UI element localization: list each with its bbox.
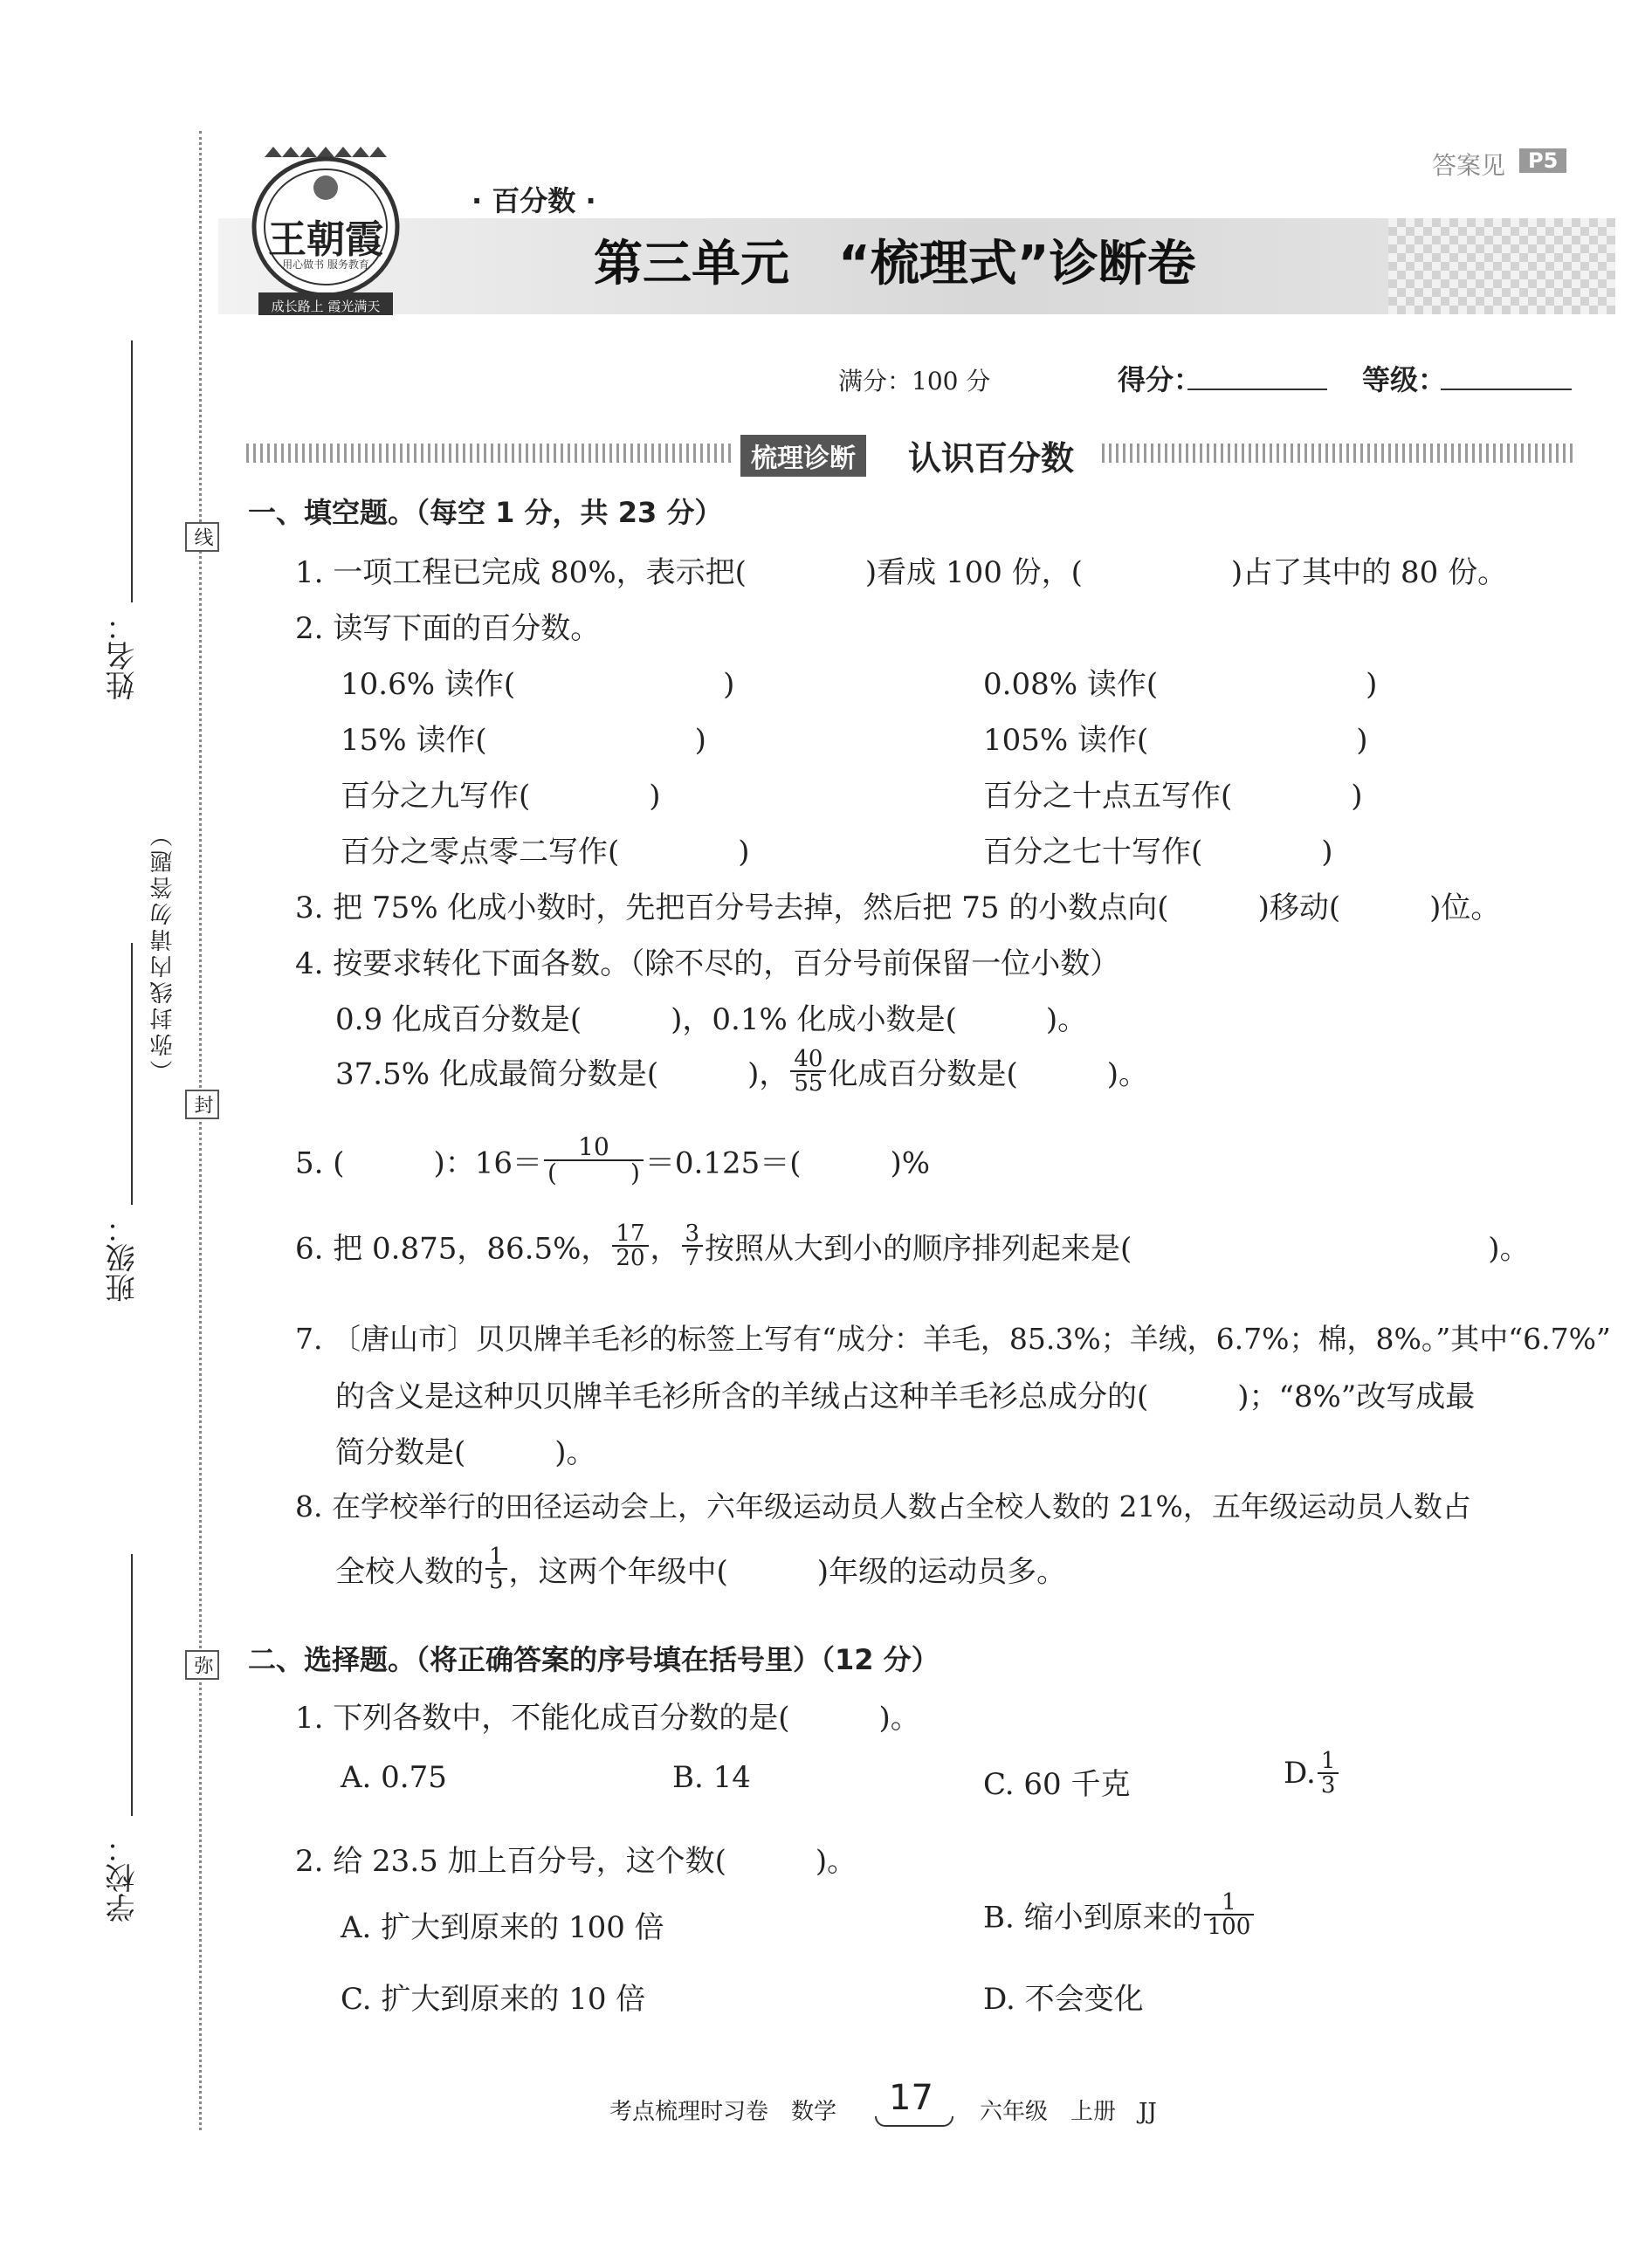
fraction-10-blank	[544, 1132, 644, 1187]
class-label: 班级：	[106, 1214, 141, 1303]
q7-line2: 的含义是这种贝贝牌羊毛衫所含的羊绒占这种羊毛衫总成分的( )；“8%”改写成最	[335, 1379, 1476, 1414]
fraction-numerator: 17	[612, 1222, 648, 1247]
fraction-1-100	[1204, 1891, 1255, 1938]
fraction-denominator: 7	[685, 1245, 700, 1271]
name-underline[interactable]	[131, 340, 133, 602]
part2-heading: 二、选择题。（将正确答案的序号填在括号里）（12 分）	[248, 1643, 940, 1676]
fraction-denominator: 55	[794, 1070, 823, 1097]
p2-q2-option-a[interactable]: A. 扩大到原来的 100 倍	[341, 1910, 664, 1945]
subject-tag: · 百分数 ·	[472, 184, 596, 217]
page-number-book-icon	[875, 2116, 953, 2127]
q4-b-part2: 化成百分数是( )。	[828, 1056, 1148, 1092]
banner-bar-right	[1102, 444, 1573, 463]
fraction-numerator: 40	[790, 1048, 826, 1072]
q1-text: 1. 一项工程已完成 80%，表示把( )看成 100 份，( )占了其中的 80 份。	[295, 555, 1508, 590]
fraction-denominator: 5	[489, 1568, 504, 1594]
q3-text: 3. 把 75% 化成小数时，先把百分号去掉，然后把 75 的小数点向( )移动( )位。	[295, 891, 1501, 925]
logo-sub2: 成长路上 霞光满天	[271, 299, 381, 314]
q2-item-f: 百分之十点五写作( )	[983, 779, 1363, 814]
binding-mark-seal: 封	[185, 1090, 219, 1119]
fraction-denominator: 3	[1320, 1772, 1336, 1799]
p2-q2-option-b[interactable]	[983, 1891, 1256, 1938]
q2-text: 2. 读写下面的百分数。	[295, 611, 601, 646]
q5-part2: ＝0.125＝( )%	[644, 1145, 931, 1181]
q7-line3: 简分数是( )。	[335, 1435, 596, 1470]
fraction-1-3	[1318, 1750, 1339, 1797]
q7-line1: 7. 〔唐山市〕贝贝牌羊毛衫的标签上写有“成分：羊毛，85.3%；羊绒，6.7%；棉，8%。”其中“6.7%”	[295, 1322, 1611, 1356]
grade-field[interactable]	[1441, 389, 1572, 390]
fraction-denominator: ( )	[547, 1159, 640, 1187]
p2-q1-option-c[interactable]: C. 60 千克	[983, 1767, 1131, 1802]
score-field[interactable]	[1187, 389, 1327, 390]
fraction-numerator: 1	[485, 1545, 507, 1570]
q2-item-e: 百分之九写作( )	[341, 779, 661, 814]
fraction-3-7	[682, 1222, 704, 1269]
fraction-denominator: 100	[1207, 1914, 1251, 1940]
q6-part2: 按照从大到小的顺序排列起来是( )。	[705, 1231, 1530, 1267]
fraction-1-5	[485, 1545, 507, 1592]
q6-comma: ，	[650, 1231, 680, 1267]
p2-q1-text: 1. 下列各数中，不能化成百分数的是( )。	[295, 1701, 920, 1736]
p2-q2-text: 2. 给 23.5 加上百分号，这个数( )。	[295, 1844, 857, 1879]
banner-bar-left	[246, 444, 735, 463]
page-title: 第三单元 “梳理式”诊断卷	[594, 236, 1196, 292]
fraction-numerator: 10	[544, 1135, 644, 1161]
answer-ref-label: 答案见	[1432, 151, 1506, 180]
q2-item-h: 百分之七十写作( )	[983, 835, 1333, 870]
q5-text	[295, 1132, 931, 1187]
p2-q1-option-a[interactable]: A. 0.75	[341, 1760, 447, 1795]
banner-title: 认识百分数	[908, 439, 1075, 478]
binding-dotted-line	[199, 131, 202, 2130]
logo-sub1: 用心做书 服务教育	[282, 258, 369, 271]
banner-tag: 梳理诊断	[740, 435, 866, 477]
logo-name: 王朝霞	[268, 217, 383, 262]
q8-line2	[335, 1545, 1066, 1592]
q2-item-c: 15% 读作( )	[341, 723, 706, 758]
fraction-numerator: 3	[682, 1222, 704, 1247]
q8-line1: 8. 在学校举行的田径运动会上，六年级运动员人数占全校人数的 21%，五年级运动员人数占	[295, 1489, 1471, 1523]
q2-item-d: 105% 读作( )	[983, 723, 1368, 758]
class-underline[interactable]	[131, 943, 133, 1205]
answer-ref-page: P5	[1519, 148, 1566, 173]
binding-mark-close: 弥	[185, 1650, 219, 1680]
q6-text	[295, 1222, 1530, 1269]
binding-mark-line: 线	[185, 522, 219, 552]
header-checker	[1388, 218, 1615, 314]
school-label: 学校：	[106, 1833, 141, 1922]
school-underline[interactable]	[131, 1554, 133, 1816]
q4-text: 4. 按要求转化下面各数。（除不尽的，百分号前保留一位小数）	[295, 946, 1120, 981]
p2-q1-option-b[interactable]: B. 14	[672, 1760, 751, 1795]
full-score: 满分：100 分	[838, 367, 991, 395]
fraction-denominator: 20	[616, 1245, 645, 1271]
p2-q2-option-c[interactable]: C. 扩大到原来的 10 倍	[341, 1982, 646, 2017]
binding-notice: （弥封线内请勿答题）	[150, 821, 176, 1083]
brand-logo	[243, 140, 409, 323]
option-b-label: B. 缩小到原来的	[983, 1900, 1202, 1936]
part1-heading: 一、填空题。（每空 1 分，共 23 分）	[248, 496, 723, 529]
name-label: 姓名：	[106, 611, 141, 700]
q8-part1: 全校人数的	[335, 1554, 484, 1590]
fraction-40-55	[790, 1048, 826, 1095]
q4-item-a: 0.9 化成百分数是( )，0.1% 化成小数是( )。	[335, 1002, 1088, 1037]
footer-grade: 六年级 上册 JJ	[980, 2099, 1157, 2125]
q5-part1: 5. ( )：16＝	[295, 1145, 543, 1181]
q2-item-b: 0.08% 读作( )	[983, 667, 1378, 702]
q6-part1: 6. 把 0.875，86.5%，	[295, 1231, 611, 1267]
option-d-label: D.	[1284, 1756, 1316, 1791]
q8-part2: ，这两个年级中( )年级的运动员多。	[508, 1554, 1067, 1590]
score-label: 得分：	[1118, 363, 1202, 396]
footer-page-number: 17	[889, 2078, 933, 2118]
p2-q1-option-d[interactable]	[1284, 1750, 1340, 1797]
fraction-numerator: 1	[1204, 1891, 1255, 1915]
fraction-17-20	[612, 1222, 648, 1269]
grade-label: 等级：	[1362, 363, 1447, 396]
fraction-numerator: 1	[1318, 1750, 1339, 1774]
q2-item-g: 百分之零点零二写作( )	[341, 835, 750, 870]
footer-series: 考点梳理时习卷 数学	[609, 2099, 837, 2125]
p2-q2-option-d[interactable]: D. 不会变化	[983, 1982, 1144, 2017]
q4-item-b	[335, 1048, 1148, 1095]
q4-b-part1: 37.5% 化成最简分数是( )，	[335, 1056, 789, 1092]
q2-item-a: 10.6% 读作( )	[341, 667, 735, 702]
